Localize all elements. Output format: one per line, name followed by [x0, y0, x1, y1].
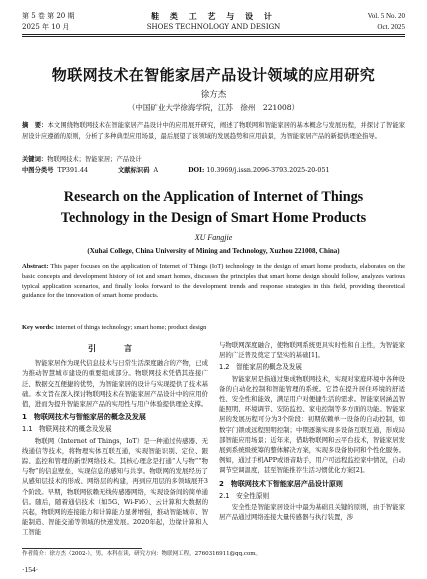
body-left-column	[22, 340, 208, 538]
body-right-column	[219, 340, 405, 522]
abstract-en-label: Abstract:	[22, 263, 49, 270]
section-1-1-paragraph: 物联网（Internet of Things，IoT）是一种通过传感器、无线通信等技术，将物理实体互联互通，实现智能识别、定位、跟踪、监控和管理的新型网络技术。其核心理念是打通“人与物”“物与物”的信息壁垒，实现信息的感知与共享。物联网的发展经历了从感知层技术的形成、网络层的构建，再到应用层的多领域展开3个阶段。早期，物联网依赖无线传感器网络，实现设备间的简单通信。随后，随着通信技术（如5G、Wi-Fi6）、云计算和大数据的兴起，物联网的连接能力和计算能力显著增强，推动智能城市、智能制造、智能交通等领域的快速发展。2020年起，边缘计算和人工智能	[22, 436, 208, 537]
section-1-2-heading: 1.2 智能家居的概念及发展	[219, 363, 303, 372]
intro-heading: 引 言	[88, 344, 142, 353]
clc-value: TP391.44	[57, 167, 88, 174]
abstract-cn-label: 摘 要：	[22, 122, 48, 129]
header-right	[368, 11, 405, 33]
section-1-heading: 1 物联网技术与智能家居的概念及发展	[22, 413, 146, 422]
section-2-heading: 2 物联网技术下智能家居产品设计原则	[219, 479, 343, 488]
abstract-en-text: This paper focuses on the application of Internet of Things (IoT) technology in the design of smart home products, elaborates on the basic concepts and development history of iot and smart homes, discusses the principles that smart home design should follow, analyzes various typical application scenarios, and finally looks forward to the development trends and response strategies in this field, providing theoretical guidance for the innovation of smart home products.	[22, 263, 405, 300]
keywords-en-label: Key words:	[22, 324, 54, 331]
volume-issue-cn: 第 5 卷 第 20 期	[22, 12, 75, 20]
volume-issue-en: Vol. 5 No. 20	[367, 12, 405, 20]
header-rule-top	[22, 34, 405, 35]
section-1-2-paragraph: 智能家居是指通过集成物联网技术，实现对家庭环境中各种设备的自动化控制和智能管理的系统。它旨在提升居住环境的舒适性、安全性和能效，满足用户对便捷生活的需求。智能家居涵盖智能照明、环境调节、安防监控、家电控制等多方面的功能。智能家居的发展历程可分为3个阶段：初期依赖单一设备的自动控制，如数字门锁或远程照明控制；中期逐渐实现多设备互联互通，形成局部智能应用场景；近年来，借助物联网和云平台技术，智能家居发展到系统级统筹的整体解决方案，实现多设备协同和个性化服务。例如，通过手机APP或语音助手，用户可远程监控家中情况，自动调节空调温度，甚至智能推荐生活习惯优化方案[2]。	[219, 374, 405, 475]
keywords-en	[22, 323, 405, 333]
clc-label: 中图分类号	[22, 167, 54, 174]
continued-paragraph: 与物联网深度融合，使物联网系统更具实时性和自主性，为智能家居的广泛普及奠定了坚实的基础[1]。	[219, 341, 405, 360]
date-en: Oct. 2025	[377, 23, 405, 31]
abstract-cn	[22, 121, 405, 142]
doc-code-value: A	[153, 167, 159, 174]
footnote-rule	[22, 548, 142, 549]
journal-name-en: SHOES TECHNOLOGY AND DESIGN	[146, 23, 281, 31]
author-en: XU Fangjie	[194, 233, 233, 242]
keywords-cn-label: 关键词：	[22, 156, 48, 163]
date-cn: 2025 年 10 月	[22, 23, 70, 31]
header-rule-bottom	[22, 36, 405, 37]
section-2-1-paragraph: 安全性是智能家居设计中最为基础且关键的原则，由于智能家居产品通过网络连接大量传感器与执行装置，涉	[219, 503, 405, 522]
abstract-en	[22, 262, 405, 301]
author-cn: 徐方杰	[200, 90, 227, 100]
keywords-cn-text: 物联网技术；智能家居；产品设计	[47, 156, 142, 163]
doi-label: DOI:	[188, 167, 205, 174]
affiliation-en: (Xuhai College, China University of Mining and Technology, Xuzhou 221008, China)	[87, 247, 340, 255]
abstract-cn-text: 本文围绕物联网技术在智能家居产品设计中的应用展开研究，阐述了物联网和智能家居的基本概念与发展历程，并探讨了智能家居设计应遵循的原则，分析了多种典型应用场景，最后展望了该领域的发展趋势和应用前景，为智能家居产品的新提供理论指导。	[22, 122, 406, 140]
author-footnote: 作者简介：徐方杰（2002-），男，本科在读，研究方向：物联网工程，2760316911@qq.com。	[22, 551, 261, 557]
doc-code-label: 文献标识码	[118, 167, 150, 174]
paper-title-en: Research on the Application of Internet of Things Technology in the Design of Smart Home Products	[60, 189, 367, 226]
keywords-cn	[22, 155, 405, 165]
header-center	[0, 11, 427, 33]
classification-line	[22, 166, 405, 176]
keywords-en-text: internet of things technology; smart home; product design	[55, 324, 207, 331]
section-1-1-heading: 1.1 物联网技术的概念及发展	[22, 425, 112, 434]
intro-paragraph: 智能家居作为现代信息技术与日常生活深度融合的产物，已成为推动智慧城市建设的重要组成部分。物联网技术凭借其连接广泛、数据交互便捷的优势，为智能家居的设计与实现提供了技术基础。本文旨在深入探讨物联网技术在智能家居产品设计中的应用价值，进而为提升智能家居产品的实用性与用户体验提供理论支撑。	[22, 359, 208, 409]
journal-name-cn: 鞋 类 工 艺 与 设 计	[151, 11, 276, 21]
doi-value: 10.3969/j.issn.2096-3793.2025-20-051	[206, 167, 330, 174]
page-number: ·154·	[22, 565, 39, 574]
section-2-1-heading: 2.1 安全性原则	[219, 491, 270, 500]
affiliation-cn: （中国矿业大学徐海学院，江苏 徐州 221008）	[127, 103, 300, 112]
paper-title-cn: 物联网技术在智能家居产品设计领域的应用研究	[51, 66, 376, 84]
